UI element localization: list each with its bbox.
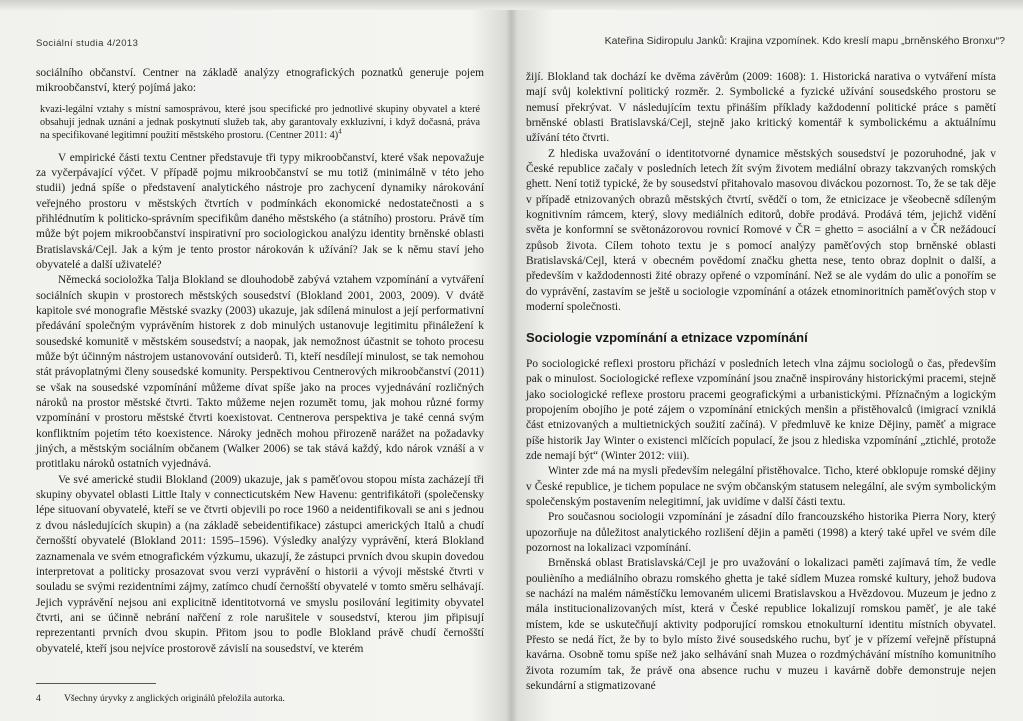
paragraph: Po sociologické reflexi prostoru přichází v posledních letech vlna zájmu sociologů o čas, především pak o minulost. Sociologické reflexe vzpomínání jsou značně inspirovány historickými pracemi, stejně jako sociologické reflexe prostoru pracemi geografickými a urbanistickými. Příznačným a logickým propojením obojího je poté zájem o vzpomínání etnických menšin a přistěhovalců (imigrací vzniklá část etnizovaných a multietnických soužití začíná). V předmluvě ke knize Dějiny, paměť a migrace píše historik Jay Winter o existenci mlčících populací, že jsou z hlediska vzpomínání „ztichlé, protože zde nemají být“ (Winter 2012: viii). [526, 357, 996, 462]
footnote-number: 4 [36, 693, 41, 704]
right-page-body [526, 70, 996, 694]
block-quote [40, 103, 480, 143]
section-heading: Sociologie vzpomínání a etnizace vzpomínání [526, 329, 808, 345]
running-head-right: Kateřina Sidiropulu Janků: Krajina vzpomínek. Kdo kreslí mapu „brněnského Bronxu“? [604, 35, 1005, 47]
paragraph: Winter zde má na mysli především nelegální přistěhovalce. Ticho, které obklopuje romské dějiny v České republice, je tichem populace ne svým občanským statusem nelegální, ale svým symbolickým společenským postavením nelegitimní, jak uvidíme v další části textu. [526, 465, 996, 508]
paragraph: Ve své americké studii Blokland (2009) ukazuje, jak s paměťovou stopou místa zacházejí tři skupiny obyvatel oblasti Little Italy v connecticutském New Havenu: gentrifikátoři (společensky lépe situovaní obyvatelé, kteří se ve čtvrti objevili po roce 1960 a neidentifikovali se ani s jednou z dvou následujících skupin) a (na základě sebeidentifikace) zástupci amerických Italů a chudí černošští obyvatelé (Blokland 2011: 1595–1596). Výsledky analýzy vyprávění, která Blokland zaznamenala ve svém etnografickém výzkumu, ukazují, že zástupci prvních dvou skupin dovedou interpretovat a politicky prosazovat svou verzi vyprávění o historii a vývoji městské čtvrti v souladu se svými rezidentními zájmy, zatímco chudí černošští obyvatelé v tomto směru selhávají. Jejich vyprávění nejsou ani explicitně identitotvorná ve smyslu posilování legitimity obyvatel čtvrti, ani se účinně nebrání nařčení z role narušitele v sousedství, kterou jim připisují reprezentanti prvních dvou skupin. Přitom jsou to podle Blokland právě chudí černošští obyvatelé, kteří jsou nejvíce prostorově závislí na sousedství, ve kterém [36, 473, 484, 655]
block-quote-text: kvazi-legální vztahy s místní samosprávou, které jsou specifické pro jednotlivé skupiny obyvatel a které obsahují jednak uznání a jednak poskytnutí služeb tak, aby garantovaly exkluzivní, i když dočasná, práva na specifikované legitimní použití městského prostoru. (Centner 2011: 4) [40, 103, 480, 142]
paragraph: Německá socioložka Talja Blokland se dlouhodobě zabývá vztahem vzpomínání a vytváření sociálních skupin v prostorech městských sousedství (Blokland 2001, 2003, 2009). V dvátě kapitole své monografie Městské svazky (2003) ukazuje, jak sdílená minulost a její performativní předávání společným vyprávěním historek z dob minulých ustanovuje legitimitu přináležení k sousedské komunitě v městském sousedství; a naopak, jak nemožnost účastnit se tohoto procesu může být účinným nástrojem ustanovování outsiderů. Ti, kteří nesdílejí minulost, se tak nemohou stát právoplatnými členy sousedské komunity. Perspektivou Centnerových mikroobčanství (2011) se však na sousedské vzpomínání můžeme dívat spíše jako na proces vyjednávání rozličných nároků na prostor městské čtvrti. Takto můžeme nejen rozumět tomu, jak mohou různé formy vzpomínání v prostoru městské čtvrti koexistovat. Centnerova perspektiva je také cenná svým konfliktním pojetím této koexistence. Nároky jedněch mohou přirozeně narážet na požadavky jiných, a městským sociálním občanem (Walker 2006) se tak stává každý, kdo nárok vznáší a v protitlaku nároků ostatních vyjednává. [36, 274, 484, 471]
right-page [512, 0, 1023, 721]
footnote-marker: 4 [338, 127, 342, 136]
paragraph: sociálního občanství. Centner na základě analýzy etnografických poznatků generuje pojem mikroobčanství, který pojímá jako: [36, 67, 484, 95]
paragraph: Brněnská oblast Bratislavská/Cejl je pro uvažování o lokalizaci paměti zajímavá tím, že vedle poulièního a mediálního obrazu romského ghetta je také sídlem Muzea romské kultury, jehož budova se nachází na malém náměstíčku lemovaném ulicemi Bratislavskou a Hvězdovou. Muzeum je jedno z mála institucionalizovaných míst, která v České republice lokalizují romskou paměť, je ale také místem, kde se uskutečňují aktivity podporující romskou etnokulturní identitu místních obyvatel. Přesto se nedá říct, že by to bylo místo živé sousedského ruchu, byť je v přízemí veřejně přístupná kavárna. Osobně tomu spíše než jako selhávání snah Muzea o rozdmýchávání místního komunitního života rozumím tak, že právě ona absence ruchu v muzeu i kavárně dobře demonstruje nejen sekundární a stigmatizované [526, 557, 996, 693]
paragraph: Pro současnou sociologii vzpomínání je zásadní dílo francouzského historika Pierra Nory, který upozorňuje na důležitost analytického rozlišení dějin a paměti (1998) a který také upřel ve svém díle pozornost na lokalizaci vzpomínání. [526, 511, 996, 554]
running-head-left: Sociální studia 4/2013 [36, 38, 139, 49]
paragraph: Z hlediska uvažování o identitotvorné dynamice městských sousedství je pozoruhodné, jak v České republice začaly v posledních letech žít svým životem mediální obrazy takzvaných romských ghett. Není totiž typické, že by sousedství přitahovalo masovou diváckou pozornost. To, že se tak děje v případě etnizovaných obrazů městských čtvrtí, svědčí o tom, že etnicizace je všeobecně sdíleným kognitivním rámcem, který, slovy mediálních editorů, dobře prodává. Prodává tém, jejichž vidění světa je konformní se světonázorovou rovnicí Romové v ČR = ghetto = asociální a v ČR nežádoucí způsob života. Cílem tohoto textu je s pomocí analýzy paměťových stop brněnské oblasti Bratislavská/Cejl, která v obecném povědomí značku ghetta nese, tento obraz doplnit o další, a především v každodennosti žité obrazy opřené o vzpomínání. Než se ale vydám do ulic a ponořím se do vyprávění, zastavím se ještě u sociologie vzpomínání a otázek etnominoritních paměťových stop v moderní společnosti. [526, 147, 996, 314]
left-page-body [36, 66, 484, 657]
footnote-divider [36, 683, 156, 684]
paragraph: V empirické části textu Centner představuje tři typy mikroobčanství, které však nepovažuje za vyčerpávající výčet. V případě pojmu mikroobčanství se mu totiž (minimálně v této jeho studii) jedná spíše o představení analytického nástroje pro zachycení dynamiky nárokování veřejného prostoru v městských čtvrtích v podmínkách ekonomické nedostatečnosti a s přihlédnutím k politicko-správním specifikům daného městského (a státního) prostoru. Právě tím může být pojem mikroobčanství inspirativní pro sociologickou analýzu identity brněnské oblasti Bratislavská/Cejl. Jak a kým je tento prostor nárokován k užívání? Jak se k němu staví jeho obyvatelé a další uživatelé? [36, 151, 484, 271]
footnote-text: Všechny úryvky z anglických originálů přeložila autorka. [64, 693, 285, 704]
paragraph: žijí. Blokland tak dochází ke dvěma závěrům (2009: 1608): 1. Historická narativa o vytváření místa mají svůj kolektivní politický rozměr. 2. Symbolické a fyzické užívání sousedského prostoru se nemusí překrývat. V následujícím textu přináším příklady každodenní politické práce s pamětí brněnské oblasti Bratislavská/Cejl, stejně jako kritický komentář k symbolickému a aktuálnímu užívání této čtvrti. [526, 71, 996, 145]
footnote [36, 693, 476, 705]
left-page [0, 0, 506, 721]
